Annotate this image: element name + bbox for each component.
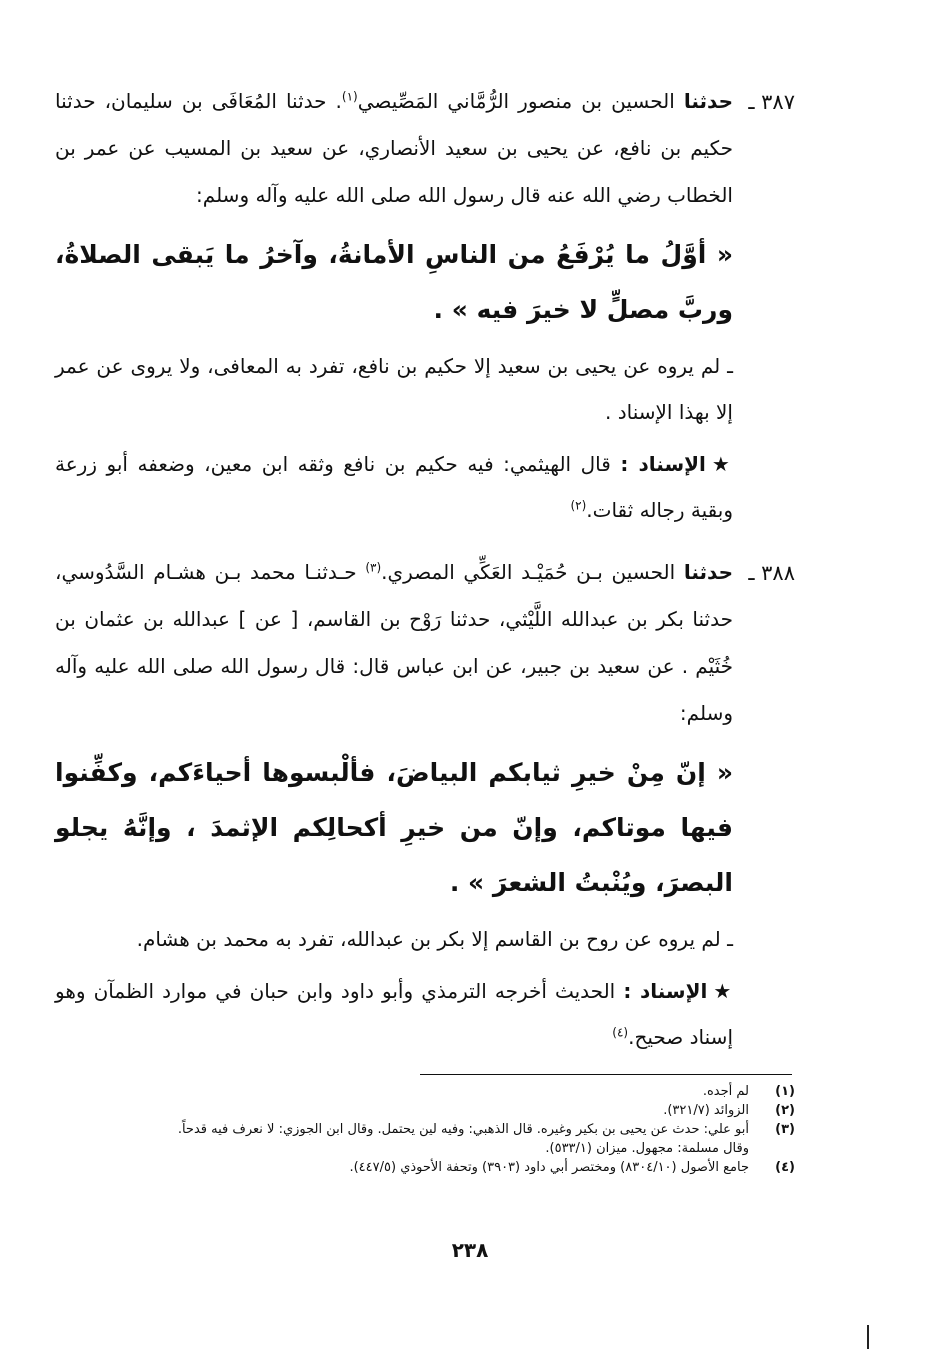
footnote-number: (٢) xyxy=(775,1103,795,1118)
hadith-matn: « أوَّلُ ما يُرْفَعُ من الناسِ الأمانةُ، وآخرُ ما يَبقى الصلاةُ، وربَّ مصلٍّ لا خيرَ فيه » . xyxy=(55,240,733,324)
page-number: ٢٣٨ xyxy=(451,1238,489,1262)
hadith-note: ـ لم يروه عن روح بن القاسم إلا بكر بن عبدالله، تفرد به محمد بن هشام. xyxy=(136,927,733,951)
footnote-number: (٣) xyxy=(775,1122,795,1137)
footnote-number: (٤) xyxy=(775,1160,795,1175)
hadith-number: ٣٨٨ ـ xyxy=(748,561,795,585)
footnotes xyxy=(55,1082,795,1177)
footnote-ref[interactable]: (١) xyxy=(341,89,358,104)
footnote-divider xyxy=(420,1074,792,1075)
footnote-item xyxy=(55,1120,795,1158)
footnote-ref[interactable]: (٢) xyxy=(570,498,587,513)
hadith-grade xyxy=(55,441,733,533)
hadith-grade xyxy=(55,968,733,1060)
footnote-item xyxy=(55,1158,795,1177)
isnad-text: الحسين بـن حُمَيْـد العَكِّي المصري. xyxy=(381,560,684,584)
isnad-text: . حدثنا المُعَافَى بن سليمان، حدثنا حكيم بن نافع، عن يحيى بن سعيد الأنصاري، عن سعيد بن المسيب عن عمر بن الخطاب رضي الله عنه قال رسول الله صلى الله عليه وآله وسلم: xyxy=(55,89,733,207)
isnad-text: حـدثنـا محمد بـن هشـام السَّدُوسي، حدثنا بكر بن عبدالله اللَّيْثي، حدثنا رَوْح بن القاسم، [ عن ] عبدالله بن عثمان بن خُثَيْم . عن سعيد بن جبير، عن ابن عباس قال: قال رسول الله صلى الله عليه وآله وسلم: xyxy=(55,560,733,725)
footnote-item xyxy=(55,1082,795,1101)
grade-label: الإسناد : xyxy=(620,452,706,476)
hadith-388 xyxy=(55,549,795,1060)
isnad-opening: حدثنا xyxy=(683,560,733,584)
footnote-number: (١) xyxy=(775,1084,795,1099)
page-body xyxy=(55,78,795,1060)
star-icon: ★ xyxy=(711,452,733,476)
hadith-isnad xyxy=(55,549,733,737)
footnote-text: جامع الأصول (٨٣٠٤/١٠) ومختصر أبي داود (٣٩٠٣) وتحفة الأحوذي (٤٤٧/٥). xyxy=(349,1160,749,1175)
hadith-number: ٣٨٧ ـ xyxy=(748,90,795,114)
footnote-text: أبو علي: حدث عن يحيى بن بكير وغيره. قال الذهبي: وفيه لين يحتمل. وقال ابن الجوزي: لا نعرف فيه قدحاً. وقال مسلمة: مجهول. ميزان (٥٣٣/١). xyxy=(177,1122,749,1156)
grade-label: الإسناد : xyxy=(623,979,708,1003)
hadith-note: ـ لم يروه عن يحيى بن سعيد إلا حكيم بن نافع، تفرد به المعافى، ولا يروى عن عمر إلا بهذا الإسناد . xyxy=(55,354,733,424)
grade-text: الحديث أخرجه الترمذي وأبو داود وابن حبان في موارد الظمآن وهو إسناد صحيح. xyxy=(55,979,733,1049)
grade-text: قال الهيثمي: فيه حكيم بن نافع وثقه ابن معين، وضعفه أبو زرعة وبقية رجاله ثقات. xyxy=(55,452,733,522)
footnote-text: لم أجده. xyxy=(702,1084,749,1099)
isnad-opening: حدثنا xyxy=(683,89,733,113)
isnad-text: الحسين بن منصور الرُّمَّاني المَصِّيصي xyxy=(357,89,684,113)
footnote-ref[interactable]: (٣) xyxy=(365,560,382,575)
footnote-ref[interactable]: (٤) xyxy=(612,1025,629,1040)
hadith-387 xyxy=(55,78,795,533)
footnote-item xyxy=(55,1101,795,1120)
hadith-isnad xyxy=(55,78,733,219)
hadith-matn: « إنّ مِنْ خيرِ ثيابكم البياضَ، فألْبسوها أحياءَكم، وكفِّنوا فيها موتاكم، وإنّ من خيرِ أكحالِكم الإثمدَ ، وإنَّهُ يجلو البصرَ، ويُنْبتُ الشعرَ » . xyxy=(55,758,733,897)
star-icon: ★ xyxy=(713,979,733,1003)
scan-edge-mark xyxy=(867,1325,869,1349)
footnote-text: الزوائد (٣٢١/٧). xyxy=(663,1103,749,1118)
